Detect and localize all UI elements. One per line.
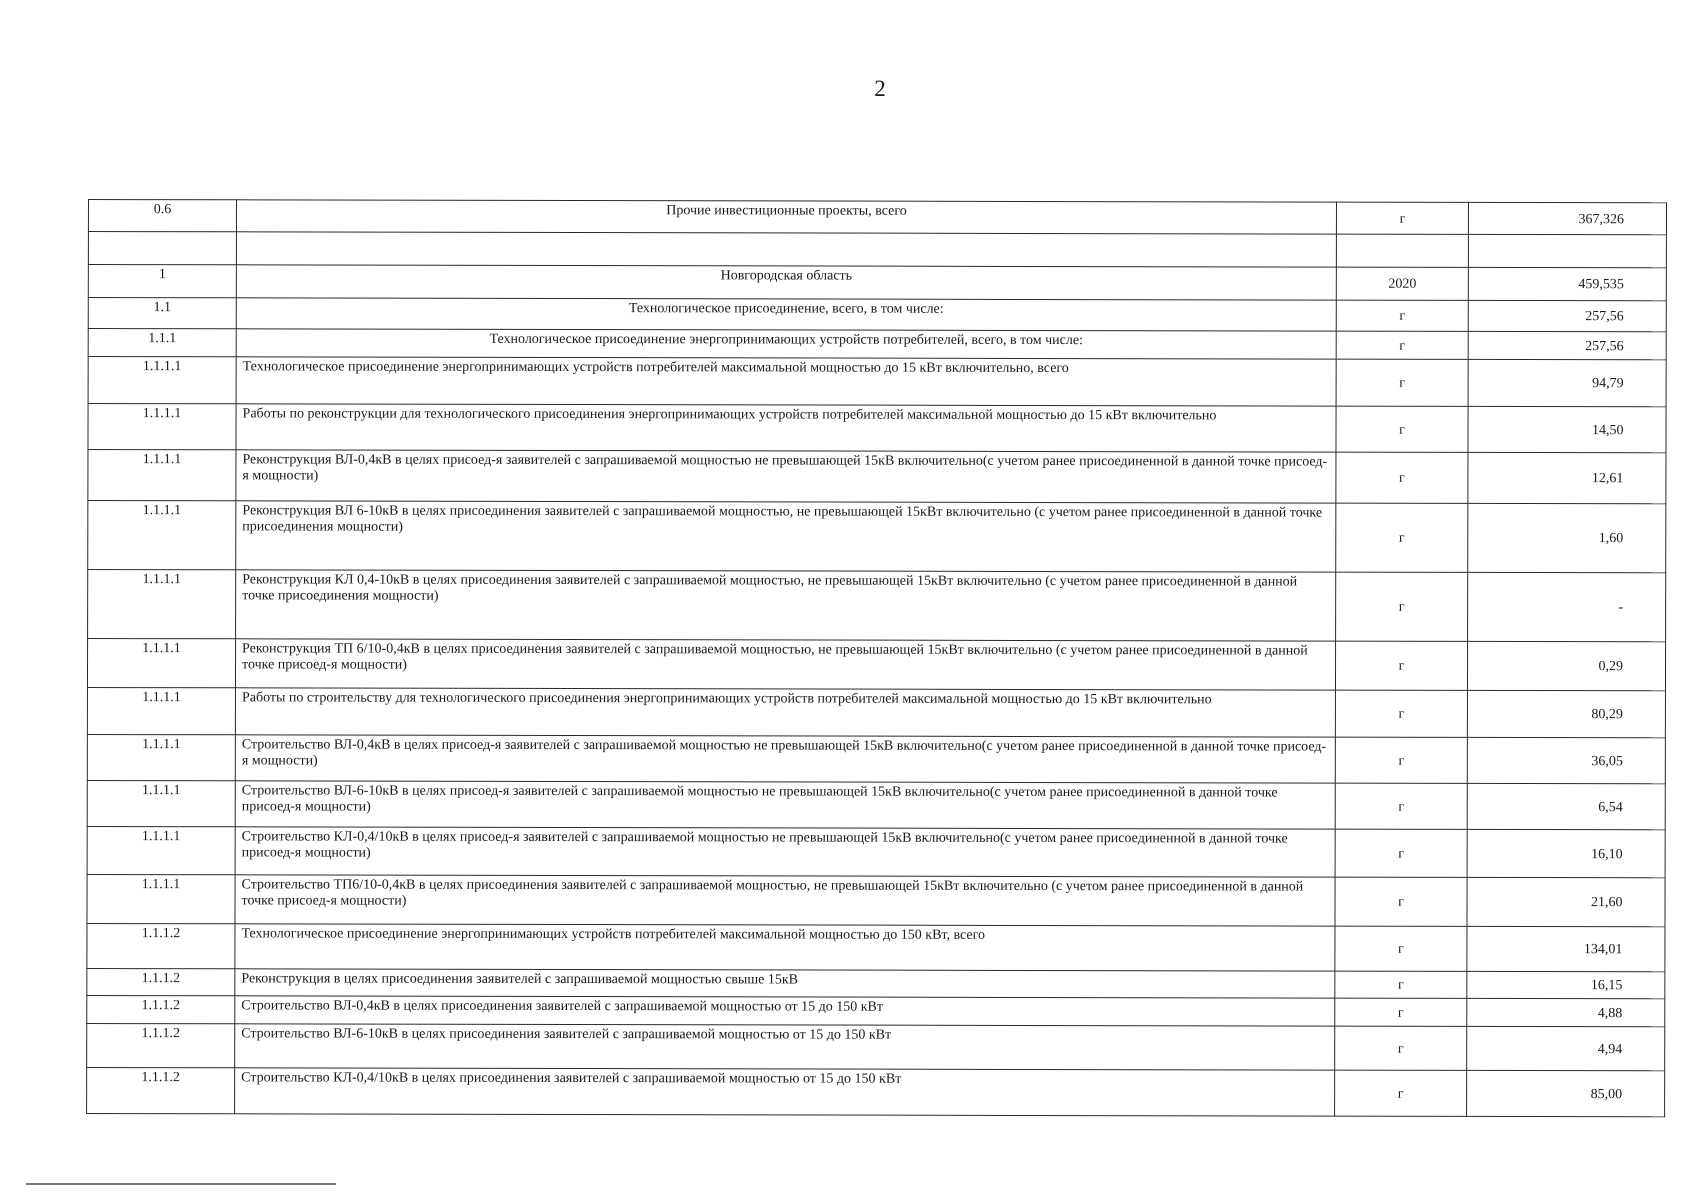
- row-year: [1336, 234, 1468, 267]
- row-year: г: [1336, 331, 1468, 359]
- row-year: г: [1335, 1070, 1467, 1116]
- row-code: 1.1.1.1: [87, 688, 235, 735]
- row-value: 16,15: [1467, 971, 1665, 998]
- row-code: 1.1.1.1: [88, 501, 236, 570]
- row-year: г: [1335, 829, 1467, 877]
- row-year: г: [1335, 737, 1467, 783]
- table-row: [88, 265, 1666, 301]
- row-year: г: [1336, 359, 1468, 406]
- table-row: [87, 923, 1665, 971]
- row-value: 4,94: [1467, 1026, 1665, 1070]
- row-year: г: [1335, 971, 1467, 998]
- row-code: 1.1.1.2: [87, 1023, 235, 1067]
- row-value: [1468, 234, 1666, 267]
- row-code: 1.1.1.1: [88, 450, 236, 501]
- row-code: [88, 232, 236, 265]
- row-name: Строительство КЛ-0,4/10кВ в целях присоед-я заявителей с запрашиваемой мощностью не превышающей 15кВ включительно(с учетом ранее присоединенной в данной точке присоед-я мощности): [235, 827, 1335, 877]
- row-value: 134,01: [1467, 926, 1665, 971]
- table-row: [88, 298, 1666, 332]
- row-code: 1.1.1.1: [87, 734, 235, 780]
- row-year: г: [1335, 877, 1467, 926]
- row-name: Строительство ТП6/10-0,4кВ в целях присоединения заявителей с запрашиваемой мощностью, не превышающей 15кВт включительно (с учетом ранее присоединенной в данной точке присоед-я мощности): [235, 875, 1335, 926]
- row-year: г: [1335, 690, 1467, 737]
- row-value: 0,29: [1467, 641, 1665, 690]
- page-number: 2: [874, 76, 886, 101]
- row-year: г: [1336, 406, 1468, 452]
- row-name: Реконструкция КЛ 0,4-10кВ в целях присоединения заявителей с запрашиваемой мощностью, не превышающей 15кВт включительно (с учетом ранее присоединенной в данной точке присоединения мощности): [236, 570, 1336, 641]
- table-row: [87, 780, 1665, 829]
- row-value: 257,56: [1468, 331, 1666, 359]
- table-row: [88, 501, 1666, 573]
- row-name: Работы по реконструкции для технологического присоединения энергопринимающих устройств потребителей максимальной мощностью до 15 кВт включительно: [236, 404, 1336, 452]
- row-code: 1.1.1: [88, 329, 236, 357]
- row-value: 16,10: [1467, 829, 1665, 877]
- row-code: 1: [88, 265, 236, 298]
- investment-table: [86, 199, 1667, 1117]
- row-year: г: [1335, 1026, 1467, 1070]
- row-value: 257,56: [1468, 300, 1666, 331]
- row-name: Технологическое присоединение энергопринимающих устройств потребителей, всего, в том числе:: [236, 329, 1336, 359]
- row-name: Новгородская область: [236, 265, 1336, 300]
- row-code: 1.1.1.1: [88, 404, 236, 450]
- row-code: 1.1.1.2: [87, 923, 235, 968]
- row-name: Технологическое присоединение энергопринимающих устройств потребителей максимальной мощностью до 15 кВт включительно, всего: [236, 357, 1336, 406]
- row-code: 1.1.1.1: [88, 357, 236, 404]
- table-row: [87, 1023, 1665, 1070]
- table-row: [87, 968, 1665, 998]
- row-code: 0.6: [88, 200, 236, 232]
- row-value: 36,05: [1467, 737, 1665, 783]
- row-name: Работы по строительству для технологического присоединения энергопринимающих устройств потребителей максимальной мощностью до 15 кВт включительно: [235, 688, 1335, 737]
- row-name: Строительство ВЛ-0,4кВ в целях присоед-я заявителей с запрашиваемой мощностью не превышающей 15кВ включительно(с учетом ранее присоединенной в данной точке присоед-я мощности): [235, 735, 1335, 783]
- row-value: 14,50: [1468, 406, 1666, 452]
- row-name: Технологическое присоединение энергопринимающих устройств потребителей максимальной мощностью до 150 кВт, всего: [235, 924, 1335, 971]
- row-code: 1.1.1.2: [87, 968, 235, 995]
- row-name: Строительство ВЛ-6-10кВ в целях присоед-я заявителей с запрашиваемой мощностью не превышающей 15кВ включительно(с учетом ранее присоединенной в данной точке присоед-я мощности): [235, 781, 1335, 829]
- row-name: Строительство ВЛ-0,4кВ в целях присоединения заявителей с запрашиваемой мощностью от 15 до 150 кВт: [235, 996, 1335, 1026]
- row-year: г: [1336, 300, 1468, 331]
- row-year: г: [1335, 998, 1467, 1026]
- row-value: -: [1468, 572, 1666, 641]
- row-name: Прочие инвестиционные проекты, всего: [236, 200, 1336, 234]
- row-code: 1.1.1.1: [87, 826, 235, 874]
- row-value: 85,00: [1467, 1070, 1665, 1116]
- row-year: г: [1336, 452, 1468, 503]
- table-row: [87, 639, 1665, 691]
- row-year: г: [1336, 503, 1468, 572]
- row-value: 1,60: [1468, 503, 1666, 572]
- row-year: г: [1335, 641, 1467, 690]
- row-value: 12,61: [1468, 452, 1666, 503]
- row-year: 2020: [1336, 267, 1468, 300]
- table-row: [88, 404, 1666, 453]
- row-value: 94,79: [1468, 359, 1666, 406]
- table-row: [87, 734, 1665, 783]
- row-name: [236, 232, 1336, 267]
- row-value: 6,54: [1467, 783, 1665, 829]
- row-value: 367,326: [1468, 202, 1666, 234]
- table-row: [88, 232, 1666, 268]
- row-year: г: [1335, 783, 1467, 829]
- table-row: [87, 826, 1665, 877]
- table-row: [87, 1067, 1665, 1116]
- row-code: 1.1.1.2: [87, 1067, 235, 1113]
- row-code: 1.1: [88, 298, 236, 329]
- row-value: 459,535: [1468, 267, 1666, 300]
- row-code: 1.1.1.1: [88, 570, 236, 639]
- row-year: г: [1336, 202, 1468, 234]
- table-row: [88, 357, 1666, 407]
- row-name: Реконструкция ВЛ-0,4кВ в целях присоед-я заявителей с запрашиваемой мощностью не превышающей 15кВ включительно(с учетом ранее присоединенной в данной точке присоед-я мощности): [236, 450, 1336, 503]
- table-row: [88, 570, 1666, 642]
- table-row: [87, 688, 1665, 738]
- row-code: 1.1.1.1: [87, 874, 235, 923]
- row-name: Технологическое присоединение, всего, в том числе:: [236, 298, 1336, 331]
- row-code: 1.1.1.1: [87, 639, 235, 688]
- table-row: [88, 200, 1666, 235]
- table-row: [88, 450, 1666, 504]
- row-value: 4,88: [1467, 998, 1665, 1026]
- row-code: 1.1.1.1: [87, 780, 235, 826]
- row-code: 1.1.1.2: [87, 995, 235, 1023]
- row-name: Реконструкция ТП 6/10-0,4кВ в целях присоединения заявителей с запрашиваемой мощностью, не превышающей 15кВт включительно (с учетом ранее присоединенной в данной точке присоед-я мощности): [235, 639, 1335, 690]
- table-row: [88, 329, 1666, 360]
- row-year: г: [1335, 926, 1467, 971]
- row-name: Строительство ВЛ-6-10кВ в целях присоединения заявителей с запрашиваемой мощностью от 15 до 150 кВт: [235, 1024, 1335, 1070]
- row-name: Реконструкция в целях присоединения заявителей с запрашиваемой мощностью свыше 15кВ: [235, 969, 1335, 998]
- scan-edge-line: [26, 1183, 336, 1185]
- row-value: 21,60: [1467, 877, 1665, 926]
- table-row: [87, 995, 1665, 1026]
- row-value: 80,29: [1467, 690, 1665, 737]
- table-row: [87, 874, 1665, 926]
- row-name: Строительство КЛ-0,4/10кВ в целях присоединения заявителей с запрашиваемой мощностью от 15 до 150 кВт: [235, 1068, 1335, 1116]
- row-name: Реконструкция ВЛ 6-10кВ в целях присоединения заявителей с запрашиваемой мощностью, не превышающей 15кВт включительно (с учетом ранее присоединенной в данной точке присоединения мощности): [236, 501, 1336, 572]
- row-year: г: [1336, 572, 1468, 641]
